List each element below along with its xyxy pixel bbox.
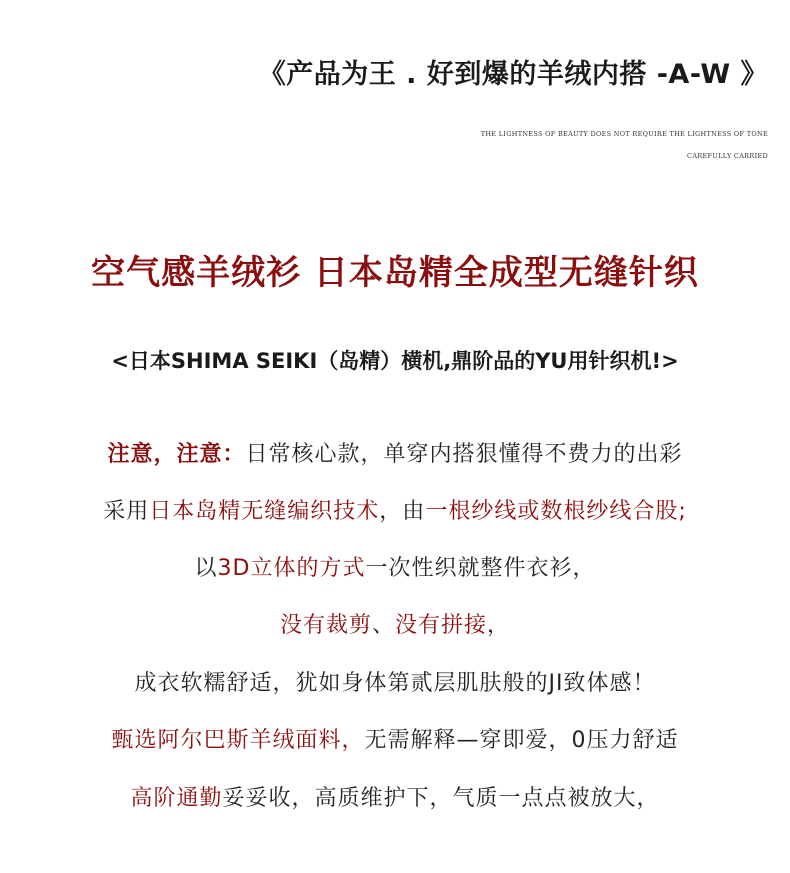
highlight-text: 拼接 <box>441 613 488 638</box>
tagline-line-1: THE LIGHTNESS OF BEAUTY DOES NOT REQUIRE THE LIGHTNESS OF TONE <box>480 130 768 138</box>
body-line-5 <box>0 666 790 697</box>
highlight-text: 没有 <box>395 613 442 638</box>
body-line-3 <box>0 551 790 582</box>
highlight-text: 高阶通勤 <box>130 786 223 811</box>
note-label: 注意，注意： <box>107 442 246 467</box>
body-text: 妥妥收，高质维护下，气质一点点被放大， <box>222 786 660 811</box>
main-title: 空气感羊绒衫 日本岛精全成型无缝针织 <box>91 253 699 293</box>
subtitle: <日本SHIMA SEIKI（岛精）横机,鼎阶品的YU用针织机!> <box>111 349 679 373</box>
header-title: 《产品为王 . 好到爆的羊绒内搭 -A-W 》 <box>258 59 768 90</box>
body-text: 一次性织就整件衣衫， <box>365 556 596 581</box>
body-text: ， <box>487 613 511 638</box>
body-line-7 <box>0 781 790 812</box>
highlight-text: 没有 <box>279 613 326 638</box>
body-text: ，由 <box>379 499 426 524</box>
body-line-4 <box>0 608 790 639</box>
tagline-line-2: CAREFULLY CARRIED <box>687 152 768 160</box>
highlight-text: 日本岛精无缝编织技术 <box>149 499 380 524</box>
body-text: 无需解释—穿即爱，0压力舒适 <box>364 728 679 753</box>
body-line-1 <box>0 437 790 468</box>
highlight-text: 3D立体的方式 <box>217 556 366 581</box>
body-line-2 <box>0 494 790 525</box>
highlight-text: 甄选阿尔巴斯羊绒面料， <box>111 728 365 753</box>
highlight-text: 一根纱线或数根纱线合股; <box>425 499 687 524</box>
body-text: 成衣软糯舒适，犹如身体第贰层肌肤般的JI致体感！ <box>134 671 656 696</box>
body-text: 采用 <box>103 499 150 524</box>
body-text: 以 <box>194 556 218 581</box>
body-line-6 <box>0 723 790 754</box>
highlight-text: 裁剪 <box>325 613 372 638</box>
body-text: 、 <box>371 613 395 638</box>
body-text: 日常核心款，单穿内搭狠懂得不费力的出彩 <box>245 442 683 467</box>
